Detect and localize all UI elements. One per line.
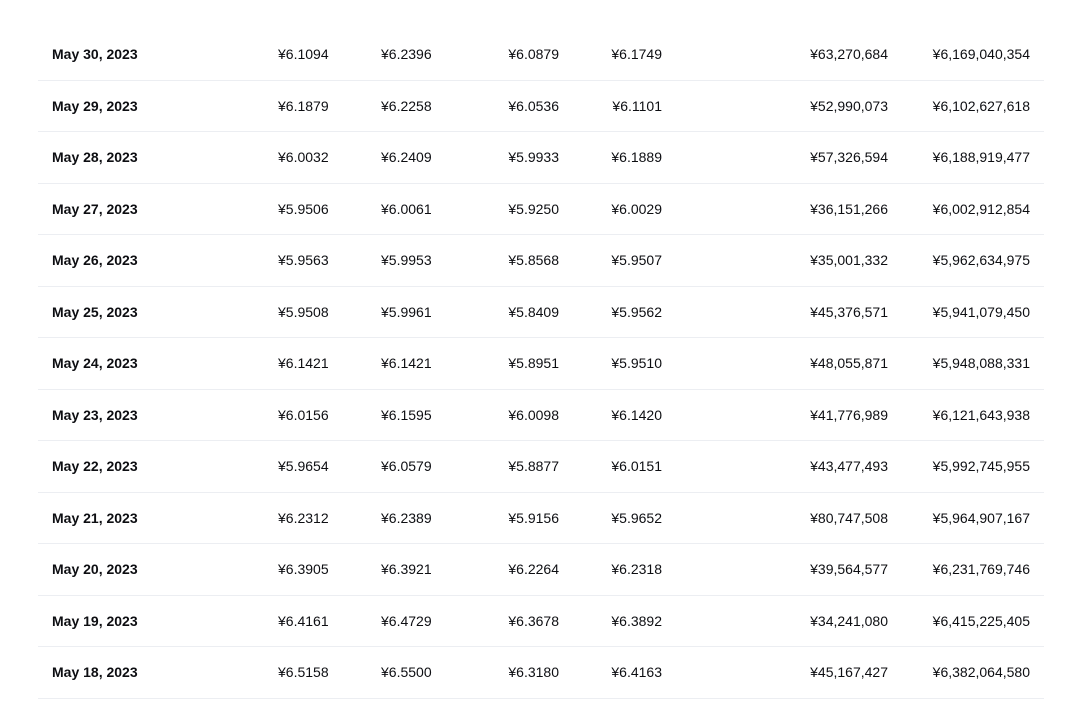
table-row (38, 29, 1044, 81)
row-date: May 18, 2023 (52, 664, 138, 680)
row-high-price: ¥6.0061 (381, 200, 432, 217)
table-row (38, 647, 1044, 699)
row-high-price: ¥6.4729 (381, 612, 432, 629)
row-low-price: ¥6.2264 (508, 561, 559, 577)
table-body (38, 29, 1044, 699)
row-low-price: ¥6.0536 (508, 97, 559, 114)
row-close-price: ¥6.1420 (611, 406, 662, 423)
row-low-price: ¥5.9156 (508, 509, 559, 526)
row-date: May 22, 2023 (52, 458, 138, 474)
row-close-price: ¥6.0029 (611, 200, 662, 217)
row-date: May 24, 2023 (52, 355, 138, 371)
row-low-price: ¥5.8877 (508, 458, 559, 474)
row-open-price: ¥6.0032 (278, 149, 329, 165)
row-volume: ¥35,001,332 (810, 252, 888, 268)
row-low-price: ¥5.9250 (508, 200, 559, 217)
row-open-price: ¥6.4161 (278, 612, 329, 629)
row-volume: ¥52,990,073 (810, 97, 888, 114)
row-open-price: ¥6.1879 (278, 97, 329, 114)
row-market-cap: ¥6,002,912,854 (932, 200, 1030, 217)
row-close-price: ¥5.9562 (611, 303, 662, 320)
row-close-price: ¥5.9507 (611, 252, 662, 268)
row-open-price: ¥5.9563 (278, 252, 329, 268)
row-high-price: ¥6.2258 (381, 97, 432, 114)
row-market-cap: ¥5,962,634,975 (932, 252, 1030, 268)
row-close-price: ¥6.0151 (611, 458, 662, 474)
row-date: May 29, 2023 (52, 97, 138, 114)
row-market-cap: ¥6,382,064,580 (932, 664, 1030, 680)
row-low-price: ¥5.8568 (508, 252, 559, 268)
row-close-price: ¥5.9510 (611, 355, 662, 371)
row-close-price: ¥6.3892 (611, 612, 662, 629)
row-low-price: ¥6.0879 (508, 46, 559, 62)
table-row (38, 287, 1044, 339)
row-open-price: ¥6.0156 (278, 406, 329, 423)
row-date: May 20, 2023 (52, 561, 138, 577)
row-market-cap: ¥5,948,088,331 (932, 355, 1030, 371)
row-open-price: ¥5.9506 (278, 200, 329, 217)
row-high-price: ¥5.9953 (381, 252, 432, 268)
row-market-cap: ¥5,941,079,450 (932, 303, 1030, 320)
row-close-price: ¥6.1101 (612, 97, 662, 114)
table-row (38, 596, 1044, 648)
row-open-price: ¥6.2312 (278, 509, 329, 526)
table-row (38, 81, 1044, 133)
row-volume: ¥36,151,266 (810, 200, 888, 217)
table-row (38, 441, 1044, 493)
row-volume: ¥45,167,427 (810, 664, 888, 680)
row-market-cap: ¥6,169,040,354 (932, 46, 1030, 62)
row-low-price: ¥6.3180 (508, 664, 559, 680)
row-date: May 23, 2023 (52, 406, 138, 423)
row-open-price: ¥6.5158 (278, 664, 329, 680)
row-volume: ¥63,270,684 (810, 46, 888, 62)
row-high-price: ¥6.2409 (381, 149, 432, 165)
row-date: May 26, 2023 (52, 252, 138, 268)
row-close-price: ¥6.4163 (611, 664, 662, 680)
row-high-price: ¥6.0579 (381, 458, 432, 474)
table-row (38, 390, 1044, 442)
historical-data-table (38, 29, 1044, 699)
row-high-price: ¥6.2396 (381, 46, 432, 62)
table-row (38, 338, 1044, 390)
row-date: May 21, 2023 (52, 509, 138, 526)
row-date: May 28, 2023 (52, 149, 138, 165)
table-row (38, 184, 1044, 236)
row-close-price: ¥6.2318 (611, 561, 662, 577)
table-row (38, 544, 1044, 596)
table-row (38, 132, 1044, 184)
row-high-price: ¥6.1421 (381, 355, 432, 371)
row-market-cap: ¥6,121,643,938 (932, 406, 1030, 423)
row-high-price: ¥6.2389 (381, 509, 432, 526)
row-volume: ¥80,747,508 (810, 509, 888, 526)
row-date: May 25, 2023 (52, 303, 138, 320)
row-date: May 19, 2023 (52, 612, 138, 629)
row-volume: ¥39,564,577 (810, 561, 888, 577)
row-close-price: ¥5.9652 (611, 509, 662, 526)
row-market-cap: ¥6,188,919,477 (932, 149, 1030, 165)
row-close-price: ¥6.1889 (611, 149, 662, 165)
row-low-price: ¥5.9933 (508, 149, 559, 165)
row-date: May 27, 2023 (52, 200, 138, 217)
row-low-price: ¥5.8951 (508, 355, 559, 371)
row-market-cap: ¥6,415,225,405 (932, 612, 1030, 629)
row-market-cap: ¥6,231,769,746 (932, 561, 1030, 577)
row-date: May 30, 2023 (52, 46, 138, 62)
row-low-price: ¥6.3678 (508, 612, 559, 629)
row-high-price: ¥6.3921 (381, 561, 432, 577)
row-volume: ¥48,055,871 (810, 355, 888, 371)
row-open-price: ¥6.3905 (278, 561, 329, 577)
row-open-price: ¥6.1094 (278, 46, 329, 62)
row-market-cap: ¥5,964,907,167 (932, 509, 1030, 526)
row-high-price: ¥6.5500 (381, 664, 432, 680)
row-open-price: ¥5.9654 (278, 458, 329, 474)
row-volume: ¥43,477,493 (810, 458, 888, 474)
row-volume: ¥57,326,594 (810, 149, 888, 165)
row-close-price: ¥6.1749 (611, 46, 662, 62)
row-market-cap: ¥5,992,745,955 (932, 458, 1030, 474)
row-high-price: ¥5.9961 (381, 303, 432, 320)
row-market-cap: ¥6,102,627,618 (932, 97, 1030, 114)
row-low-price: ¥6.0098 (508, 406, 559, 423)
table-row (38, 235, 1044, 287)
row-volume: ¥45,376,571 (810, 303, 888, 320)
row-volume: ¥34,241,080 (810, 612, 888, 629)
row-low-price: ¥5.8409 (508, 303, 559, 320)
row-open-price: ¥6.1421 (278, 355, 329, 371)
table-row (38, 493, 1044, 545)
row-high-price: ¥6.1595 (381, 406, 432, 423)
row-open-price: ¥5.9508 (278, 303, 329, 320)
row-volume: ¥41,776,989 (810, 406, 888, 423)
